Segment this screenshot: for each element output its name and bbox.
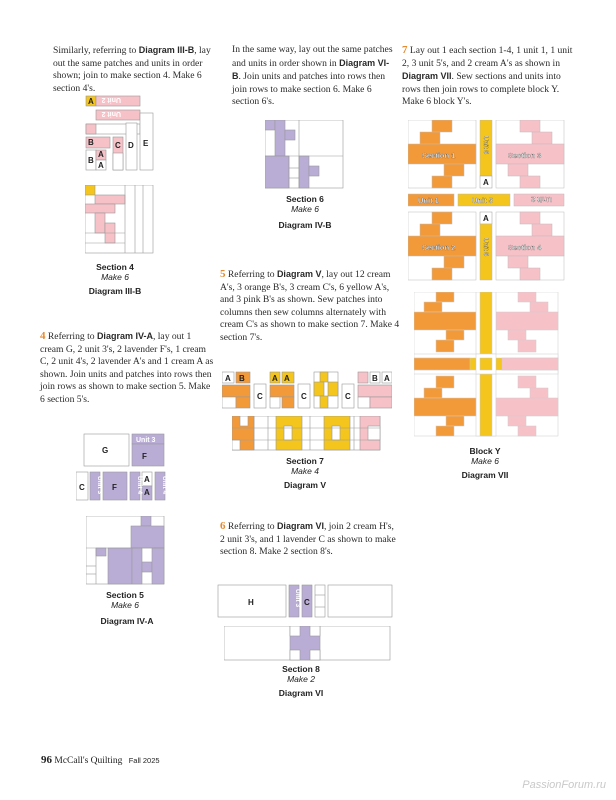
diagram-iv-a-section5 [86, 516, 166, 586]
svg-text:A: A [98, 161, 104, 170]
section4-caption: Section 4 Make 6 [96, 262, 134, 282]
diagram-v-section7 [232, 416, 382, 452]
svg-text:Unit 3: Unit 3 [294, 589, 301, 608]
block-y-caption: Block Y Make 6 [469, 446, 501, 466]
svg-text:A: A [98, 150, 104, 159]
diagram-iv-a-units [76, 432, 176, 504]
watermark: PassionForum.ru [522, 779, 606, 791]
svg-text:Unit 2: Unit 2 [531, 195, 552, 204]
diagram-vi-section8 [224, 626, 392, 662]
svg-text:A: A [144, 475, 150, 484]
diagram-vii-block-y [414, 292, 560, 438]
svg-text:C: C [257, 392, 263, 401]
svg-text:F: F [142, 452, 147, 461]
diagram-iii-b-section4 [85, 185, 155, 255]
svg-text:A: A [483, 214, 489, 223]
svg-text:B: B [372, 374, 378, 383]
magazine-name: McCall's Quilting [54, 756, 123, 766]
svg-text:Unit 2: Unit 2 [101, 110, 121, 117]
svg-text:A: A [225, 374, 231, 383]
diagram-iii-b-units [80, 93, 170, 178]
diagram-vi-caption: Diagram VI [278, 688, 324, 698]
svg-text:C: C [304, 598, 310, 607]
svg-text:G: G [102, 446, 109, 455]
step5-paragraph: 5 Referring to Diagram V, lay out 12 cream A's, 3 orange B's, 3 cream C's, 6 yellow A's, and 3 pink B's as shown. Sew patches into columns then sew columns alternately with cream C's as shown to make section 7. Make 4 section 7's. [220, 268, 400, 343]
step6-paragraph: 6 Referring to Diagram VI, join 2 cream H's, 2 unit 3's, and 1 lavender C as shown to make section 8. Make 2 section 8's. [220, 520, 396, 558]
svg-text:D: D [128, 141, 134, 150]
diagram-v-units [222, 370, 392, 412]
page-footer [41, 754, 160, 766]
section6-caption: Section 6 Make 6 [286, 194, 324, 214]
svg-text:A: A [284, 374, 290, 383]
section8-caption: Section 8 Make 2 [282, 664, 320, 684]
svg-text:Section 2: Section 2 [422, 243, 456, 252]
svg-text:Section 3: Section 3 [508, 151, 542, 160]
diagram-vii-layout [408, 120, 566, 282]
svg-text:A: A [384, 374, 390, 383]
svg-text:Unit 4: Unit 4 [136, 476, 143, 495]
step7-paragraph: 7 Lay out 1 each section 1-4, 1 unit 1, 1 unit 2, 3 unit 5's, and 2 cream A's as shown in Diagram VII. Sew sections and units into rows then join rows to complete block Y. Make 6 block Y's. [402, 44, 573, 108]
svg-text:Section 1: Section 1 [422, 151, 456, 160]
step4-paragraph: 4 Referring to Diagram IV-A, lay out 1 cream G, 2 unit 3's, 2 lavender F's, 1 cream C, 2 unit 4's, 2 lavender A's and 1 cream A as shown. Join units and patches into rows then join rows as shown to make section 5. Make 6 section 5's. [40, 330, 214, 405]
svg-text:Section 4: Section 4 [508, 243, 542, 252]
diagram-iv-b-caption: Diagram IV-B [278, 220, 332, 230]
label-a: A [88, 97, 94, 106]
unit3-right [315, 585, 325, 617]
svg-text:Unit 4: Unit 4 [161, 476, 168, 495]
svg-text:B: B [88, 138, 94, 147]
svg-text:F: F [112, 483, 117, 492]
svg-text:A: A [272, 374, 278, 383]
svg-text:B: B [88, 156, 94, 165]
diagram-v-caption: Diagram V [283, 480, 327, 490]
page-number: 96 [41, 754, 52, 766]
svg-text:C: C [115, 141, 121, 150]
svg-text:Unit 3: Unit 3 [96, 476, 103, 495]
svg-text:C: C [301, 392, 307, 401]
section5-caption: Section 5 Make 6 [106, 590, 144, 610]
svg-text:Unit 1: Unit 1 [418, 196, 439, 205]
patch-h-right [328, 585, 392, 617]
diagram-iii-b-caption: Diagram III-B [88, 286, 142, 296]
svg-text:Unit 5: Unit 5 [472, 196, 493, 205]
svg-text:Unit 3: Unit 3 [136, 437, 156, 444]
col1-paragraph: Similarly, referring to Diagram III-B, lay out the same patches and units in order shown; join to make section 4. Make 6 section 4's. [53, 45, 211, 94]
svg-text:A: A [483, 178, 489, 187]
svg-text:C: C [345, 392, 351, 401]
diagram-vi-units [216, 583, 396, 621]
svg-text:A: A [144, 488, 150, 497]
diagram-vii-caption: Diagram VII [461, 470, 509, 480]
svg-text:Unit 2: Unit 2 [101, 96, 121, 103]
svg-text:H: H [248, 598, 254, 607]
section7-caption: Section 7 Make 4 [286, 456, 324, 476]
issue-label: Fall 2025 [128, 756, 160, 765]
svg-text:C: C [79, 483, 85, 492]
svg-text:Unit 5: Unit 5 [482, 238, 489, 257]
col2-paragraph: In the same way, lay out the same patches and units in order shown in Diagram VI-B. Join units and patches into rows then join rows to make section 6. Make 6 section 6's. [232, 44, 393, 108]
patch-f-top [132, 444, 164, 466]
diagram-iv-a-caption: Diagram IV-A [100, 616, 154, 626]
svg-text:E: E [143, 139, 149, 148]
svg-text:B: B [239, 374, 245, 383]
svg-text:Unit 5: Unit 5 [482, 136, 489, 155]
diagram-iv-b-section6 [265, 120, 345, 190]
